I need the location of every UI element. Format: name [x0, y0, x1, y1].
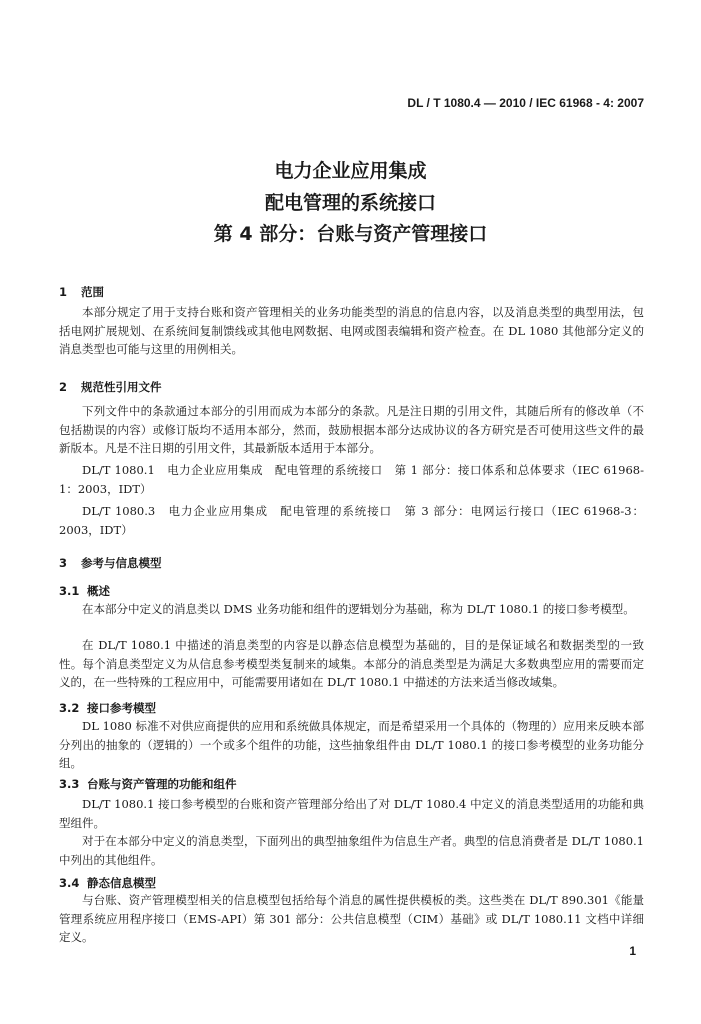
- paragraph: 与台账、资产管理模型相关的信息模型包括给每个消息的属性提供模板的类。这些类在 DL/T 890.301《能量管理系统应用程序接口（EMS-API）第 301 部分：公共信息模型（CIM）基础》或 DL/T 1080.11 文档中详细定义。: [59, 893, 644, 944]
- section-title: 范围: [81, 285, 104, 299]
- paragraph: DL 1080 标准不对供应商提供的应用和系统做具体规定，而是希望采用一个具体的（物理的）应用来反映本部分列出的抽象的（逻辑的）一个或多个组件的功能，这些抽象组件由 DL/T 1080.1 的接口参考模型的业务功能分组。: [59, 719, 644, 770]
- paragraph: 下列文件中的条款通过本部分的引用而成为本部分的条款。凡是注日期的引用文件，其随后所有的修改单（不包括勘误的内容）或修订版均不适用本部分，然而，鼓励根据本部分达成协议的各方研究是否可使用这些文件的最新版本。凡是不注日期的引用文件，其最新版本适用于本部分。: [59, 404, 644, 455]
- section-number: 3.3: [59, 777, 80, 791]
- reference-item: DL/T 1080.3 电力企业应用集成 配电管理的系统接口 第 3 部分：电网运行接口（IEC 61968-3：2003，IDT）: [59, 504, 644, 537]
- paragraph: DL/T 1080.1 接口参考模型的台账和资产管理部分给出了对 DL/T 1080.4 中定义的消息类型适用的功能和典型组件。: [59, 797, 644, 830]
- section-number: 3.4: [59, 876, 80, 890]
- section-number: 3: [59, 556, 68, 570]
- document-title-line-2: 配电管理的系统接口: [264, 192, 436, 214]
- section-heading-1: [59, 284, 104, 300]
- subsection-heading-3-1: [59, 583, 110, 599]
- paragraph: 本部分规定了用于支持台账和资产管理相关的业务功能类型的消息的信息内容，以及消息类型的典型用法，包括电网扩展规划、在系统间复制馈线或其他电网数据、电网或图表编辑和资产检查。在 DL 1080 其他部分定义的消息类型也可能与这里的用例相关。: [59, 305, 644, 356]
- section-title: 规范性引用文件: [81, 380, 162, 394]
- section-heading-2: [59, 379, 162, 395]
- paragraph: 在 DL/T 1080.1 中描述的消息类型的内容是以静态信息模型为基础的，目的是保证域名和数据类型的一致性。每个消息类型定义为从信息参考模型类复制来的域集。本部分的消息类型是为满足大多数典型应用的需要而定义的，在一些特殊的工程应用中，可能需要用诸如在 DL/T 1080.1 中描述的方法来适当修改域集。: [59, 638, 644, 689]
- section-title: 参考与信息模型: [81, 556, 162, 570]
- section-title: 静态信息模型: [87, 876, 156, 890]
- section-number: 3.1: [59, 584, 80, 598]
- section-number: 2: [59, 380, 68, 394]
- document-title-line-1: 电力企业应用集成: [274, 160, 427, 182]
- section-number: 1: [59, 285, 68, 299]
- section-title: 接口参考模型: [87, 701, 156, 715]
- section-number: 3.2: [59, 701, 80, 715]
- section-title: 台账与资产管理的功能和组件: [87, 777, 237, 791]
- section-title: 概述: [87, 584, 110, 598]
- section-heading-3: [59, 555, 162, 571]
- standard-reference: DL / T 1080.4 — 2010 / IEC 61968 - 4: 2007: [407, 96, 644, 110]
- paragraph: 对于在本部分中定义的消息类型，下面列出的典型抽象组件为信息生产者。典型的信息消费者是 DL/T 1080.1 中列出的其他组件。: [59, 834, 644, 867]
- subsection-heading-3-3: [59, 776, 237, 792]
- subsection-heading-3-2: [59, 700, 156, 716]
- page-number: 1: [629, 944, 636, 958]
- reference-item: DL/T 1080.1 电力企业应用集成 配电管理的系统接口 第 1 部分：接口体系和总体要求（IEC 61968-1：2003，IDT）: [59, 463, 644, 496]
- subsection-heading-3-4: [59, 875, 156, 891]
- paragraph: 在本部分中定义的消息类以 DMS 业务功能和组件的逻辑划分为基础，称为 DL/T 1080.1 的接口参考模型。: [82, 602, 635, 616]
- document-title-line-3: 第 4 部分：台账与资产管理接口: [213, 223, 488, 245]
